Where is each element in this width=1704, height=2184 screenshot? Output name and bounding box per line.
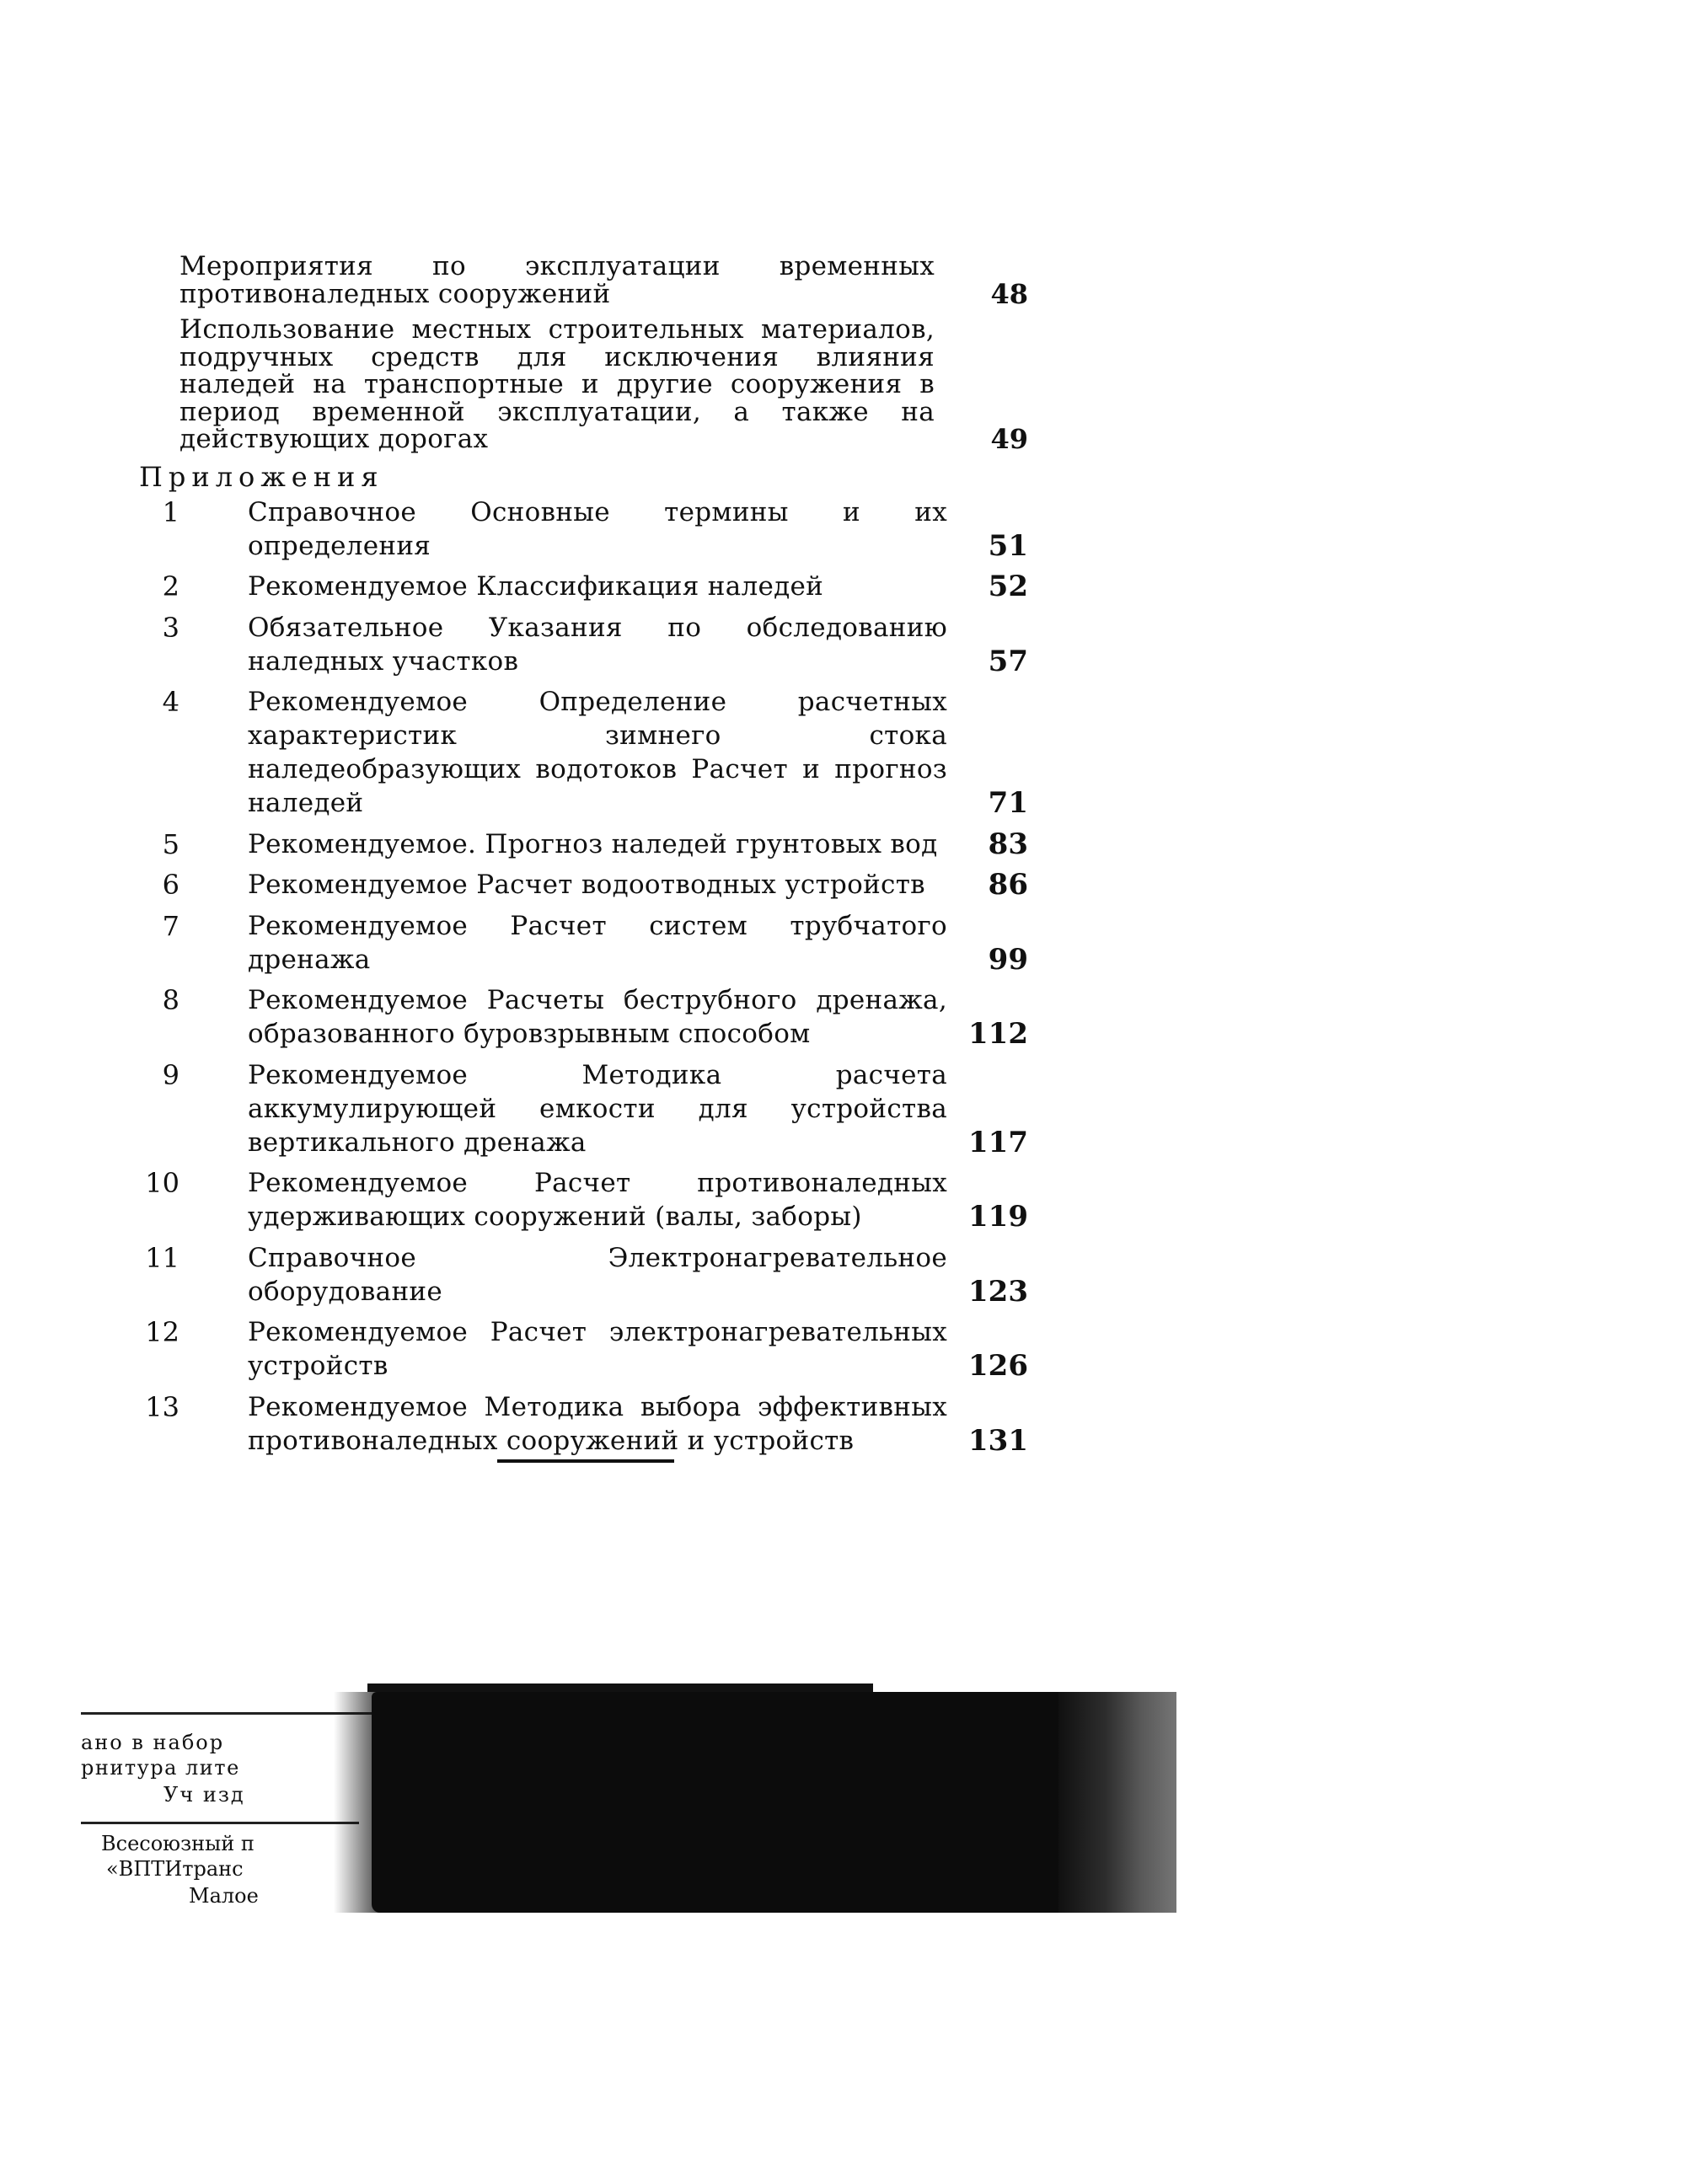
appendix-title: Рекомендуемое Методика расчета аккумулирующей емкости для устройства вертикального дренажа (248, 1059, 947, 1158)
appendix-number: 10 (145, 1167, 180, 1199)
appendix-number: 8 (162, 984, 180, 1016)
appendix-entry (139, 1241, 1028, 1309)
appendix-page: 112 (968, 1017, 1028, 1051)
colophon-line: Малое (189, 1884, 259, 1908)
toc-entry (139, 316, 1028, 453)
colophon-line: «ВПТИтранс (106, 1857, 244, 1881)
table-of-contents (139, 253, 1028, 1464)
appendix-page: 51 (988, 528, 1028, 563)
appendix-page: 126 (968, 1349, 1028, 1383)
appendix-number: 3 (162, 611, 180, 644)
appendix-number: 5 (162, 827, 180, 860)
appendix-page: 123 (968, 1274, 1028, 1309)
appendix-entry (139, 685, 1028, 820)
appendix-title: Рекомендуемое. Прогноз наледей грунтовых вод (248, 828, 938, 859)
appendix-title: Рекомендуемое Методика выбора эффективных противоналедных сооружений и устройств (248, 1391, 947, 1456)
appendix-entry (139, 983, 1028, 1051)
appendix-entry (139, 1315, 1028, 1383)
appendix-title: Рекомендуемое Расчет систем трубчатого дренажа (248, 910, 947, 975)
colophon-rule (81, 1822, 359, 1824)
appendix-entry (139, 868, 1028, 902)
appendix-title: Справочное Электронагревательное оборудование (248, 1242, 947, 1307)
appendix-number: 12 (145, 1316, 180, 1348)
toc-entry-title: Мероприятия по эксплуатации временных противоналедных сооружений (180, 251, 935, 309)
appendix-page: 57 (988, 644, 1028, 678)
toc-entry-page: 49 (990, 423, 1028, 455)
colophon (81, 1684, 1176, 1919)
appendix-number: 13 (145, 1390, 180, 1423)
appendix-page: 86 (988, 868, 1028, 902)
ink-smear-fade (1058, 1692, 1176, 1913)
appendix-title: Рекомендуемое Классификация наледей (248, 571, 824, 602)
appendix-number: 7 (162, 909, 180, 942)
appendix-number: 9 (162, 1058, 180, 1091)
colophon-line: Всесоюзный п (101, 1832, 255, 1855)
colophon-line: Уч изд (163, 1783, 245, 1807)
appendix-entry (139, 1390, 1028, 1458)
appendix-number: 2 (162, 570, 180, 602)
colophon-rule (81, 1712, 376, 1715)
appendix-entry (139, 1166, 1028, 1234)
ink-smear (372, 1692, 1176, 1913)
appendices-heading: Приложения (139, 460, 384, 493)
appendix-page: 119 (968, 1200, 1028, 1234)
appendix-number: 6 (162, 869, 180, 901)
colophon-line: ано в набор (81, 1731, 225, 1754)
appendix-number: 4 (162, 686, 180, 718)
colophon-top-rule (367, 1684, 873, 1692)
appendix-number: 11 (145, 1241, 180, 1274)
toc-entry-page: 48 (990, 277, 1028, 310)
appendix-entry (139, 1058, 1028, 1159)
toc-entry (139, 253, 1028, 308)
appendix-entry (139, 495, 1028, 563)
appendix-entry (139, 827, 1028, 861)
appendix-title: Справочное Основные термины и их определения (248, 496, 947, 561)
appendix-entry (139, 611, 1028, 678)
appendix-page: 71 (988, 786, 1028, 820)
appendix-title: Рекомендуемое Расчет электронагревательных устройств (248, 1317, 947, 1381)
toc-entry-title: Использование местных строительных материалов, подручных средств для исключения влияния наледей на транспортные и другие сооружения в период временной эксплуатации, а также на действующих дорогах (180, 314, 935, 454)
appendix-page: 99 (988, 942, 1028, 977)
appendix-page: 52 (988, 570, 1028, 603)
appendix-title: Обязательное Указания по обследованию наледных участков (248, 612, 947, 677)
appendix-title: Рекомендуемое Расчет противоналедных удерживающих сооружений (валы, заборы) (248, 1168, 947, 1232)
appendix-title: Рекомендуемое Расчеты беструбного дренажа, образованного буровзрывным способом (248, 985, 947, 1049)
appendix-entry (139, 570, 1028, 603)
appendix-title: Рекомендуемое Расчет водоотводных устройств (248, 870, 925, 900)
colophon-line: рнитура лите (81, 1756, 240, 1780)
appendix-page: 83 (988, 827, 1028, 861)
appendix-page: 117 (968, 1125, 1028, 1159)
appendix-page: 131 (968, 1423, 1028, 1458)
appendix-title: Рекомендуемое Определение расчетных характеристик зимнего стока наледеобразующих водотоков Расчет и прогноз наледей (248, 687, 947, 818)
appendix-number: 1 (162, 495, 180, 528)
section-separator (497, 1459, 674, 1463)
appendix-entry (139, 909, 1028, 977)
